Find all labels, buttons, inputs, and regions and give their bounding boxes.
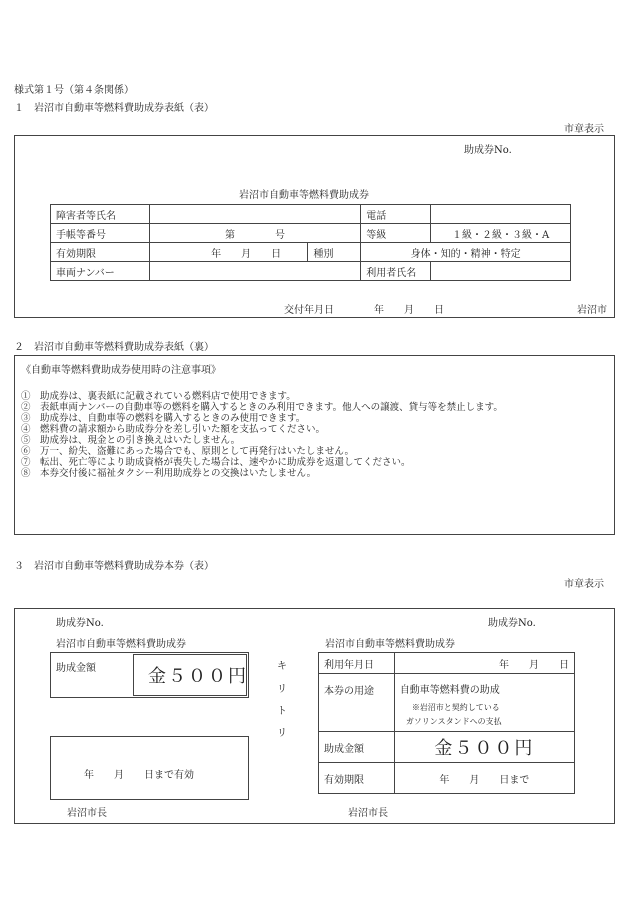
cut-line-char: リ	[277, 684, 287, 695]
holder-info-table	[50, 204, 571, 281]
validity-label: 有効期限	[51, 243, 150, 262]
cut-line-char: キ	[277, 661, 287, 672]
note-item: ⑥ 万一、紛失、盗難にあった場合でも、原則として再発行はいたしません。	[21, 446, 354, 457]
plate-label: 車両ナンバー	[51, 262, 150, 281]
validity-value: 年 月 日	[149, 243, 308, 262]
purpose-value: 自動車等燃料費の助成	[399, 685, 500, 696]
use-date-label: 利用年月日	[319, 653, 395, 674]
stub-title: 岩沼市自動車等燃料費助成券	[56, 639, 186, 650]
issue-date: 交付年月日 年 月 日	[284, 305, 444, 316]
issuing-city: 岩沼市	[577, 305, 607, 316]
cut-line-char: ト	[277, 706, 287, 717]
cover-title: 岩沼市自動車等燃料費助成券	[239, 190, 369, 201]
cut-line-char: リ	[277, 728, 287, 739]
stub-amount: 金５００円	[148, 666, 248, 687]
ticket-amount: 金５００円	[394, 732, 574, 763]
user-value[interactable]	[431, 262, 571, 281]
notes-list	[21, 391, 503, 479]
grade-value: １級・２級・３級・A	[431, 224, 571, 243]
name-value[interactable]	[149, 205, 361, 224]
purpose-note: ※岩沼市と契約している	[411, 703, 500, 712]
purpose-label: 本券の用途	[319, 674, 395, 732]
purpose-note: ガソリンスタンドへの支払	[405, 717, 502, 726]
ticket-amount-label: 助成金額	[319, 732, 395, 763]
note-item: ③ 助成券は、自動車等の燃料を購入するときのみ使用できます。	[21, 413, 306, 424]
seal-label-2: 市章表示	[564, 579, 604, 590]
ticket-number-label: 助成券No.	[464, 145, 512, 156]
form-number: 様式第１号（第４条関係）	[14, 85, 134, 96]
stub-valid-until: 年 月 日まで有効	[84, 770, 194, 781]
ticket-validity-value: 年 月 日まで	[394, 763, 574, 794]
purpose-cell	[394, 674, 574, 732]
ticket-title: 岩沼市自動車等燃料費助成券	[325, 639, 455, 650]
use-date-value: 年 月 日	[394, 653, 574, 674]
ticket-validity-label: 有効期限	[319, 763, 395, 794]
section1-title: １ 岩沼市自動車等燃料費助成券表紙（表）	[14, 103, 214, 114]
notebook-label: 手帳等番号	[51, 224, 150, 243]
note-item: ⑧ 本券交付後に福祉タクシー利用助成券との交換はいたしません。	[21, 468, 317, 479]
type-label: 種別	[308, 243, 361, 262]
notes-title: 《自動車等燃料費助成券使用時の注意事項》	[21, 365, 221, 376]
seal-label: 市章表示	[564, 124, 604, 135]
note-item: ① 助成券は、裏表紙に記載されている燃料店で使用できます。	[21, 391, 296, 402]
ticket-table	[318, 652, 575, 794]
section2-title: ２ 岩沼市自動車等燃料費助成券表紙（裏）	[14, 342, 214, 353]
notebook-value: 第 号	[149, 224, 361, 243]
phone-value[interactable]	[431, 205, 571, 224]
note-item: ⑦ 転出、死亡等により助成資格が喪失した場合は、速やかに助成券を返還してください。	[21, 457, 411, 468]
stub-amount-label: 助成金額	[56, 663, 96, 674]
plate-value[interactable]	[149, 262, 361, 281]
note-item: ② 表紙車両ナンバーの自動車等の燃料を購入するときのみ利用できます。他人への譲渡、貸与等を禁止します。	[21, 402, 503, 413]
phone-label: 電話	[361, 205, 431, 224]
section3-title: ３ 岩沼市自動車等燃料費助成券本券（表）	[14, 561, 214, 572]
ticket-number: 助成券No.	[488, 618, 536, 629]
note-item: ④ 燃料費の請求額から助成券分を差し引いた額を支払ってください。	[21, 424, 326, 435]
name-label: 障害者等氏名	[51, 205, 150, 224]
grade-label: 等級	[361, 224, 431, 243]
stub-mayor: 岩沼市長	[67, 808, 107, 819]
user-label: 利用者氏名	[361, 262, 431, 281]
stub-ticket-number: 助成券No.	[56, 618, 104, 629]
type-value: 身体・知的・精神・特定	[361, 243, 571, 262]
note-item: ⑤ 助成券は、現金との引き換えはいたしません。	[21, 435, 241, 446]
ticket-mayor: 岩沼市長	[348, 808, 388, 819]
